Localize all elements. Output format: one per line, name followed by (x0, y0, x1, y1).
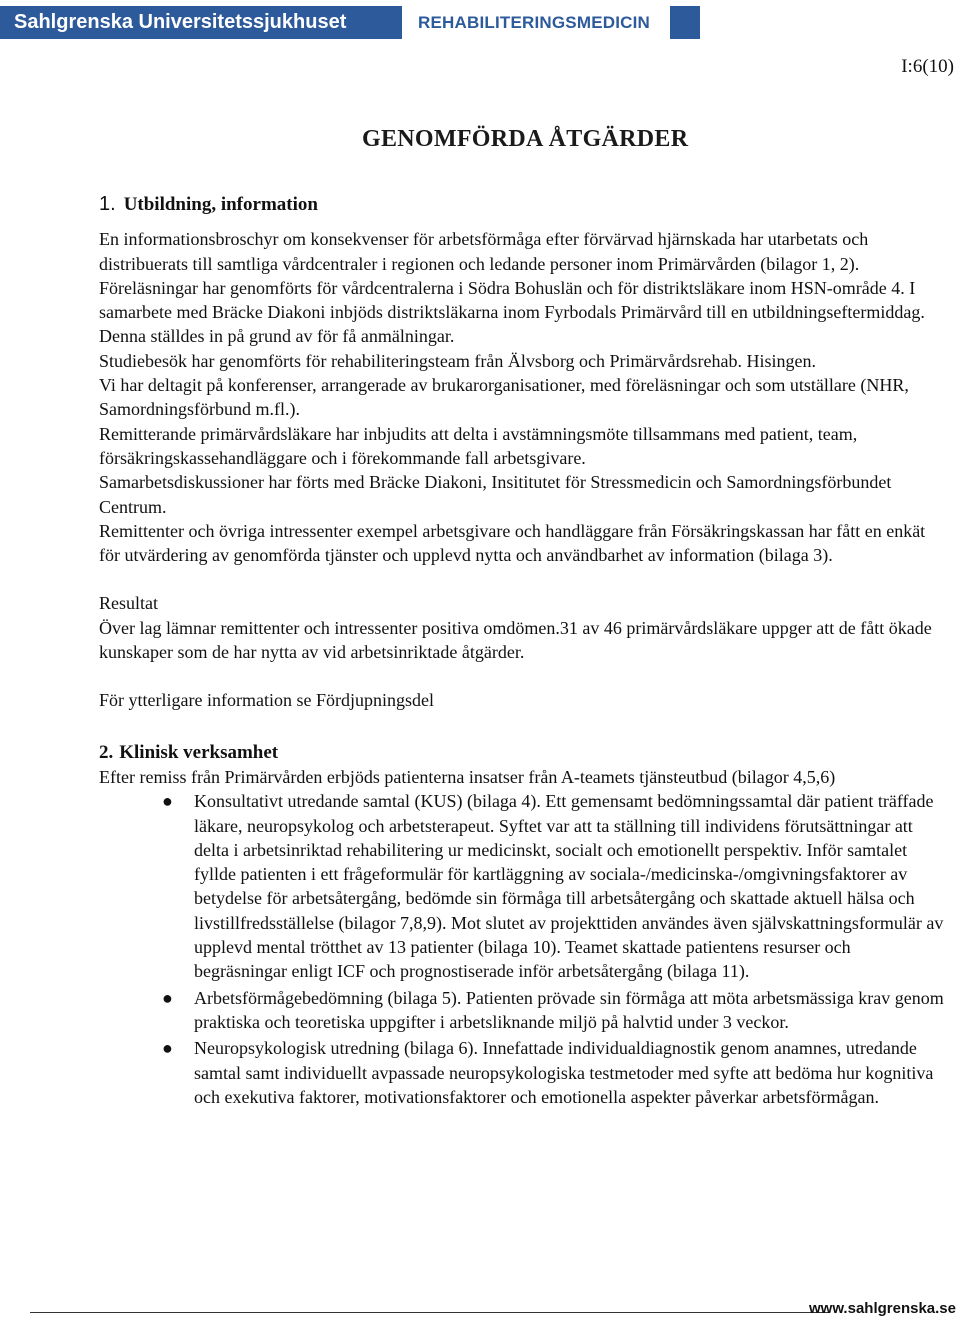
more-info: För ytterligare information se Fördjupningsdel (99, 690, 434, 711)
footer-url[interactable]: www.sahlgrenska.se (808, 1300, 956, 1317)
section2-heading (99, 741, 944, 765)
header-banner (0, 6, 700, 39)
footer-rule (30, 1312, 830, 1313)
section2-intro: Efter remiss från Primärvården erbjöds patienterna insatser från A-teamets tjänsteutbud (bilagor 4,5,6) (99, 766, 836, 787)
section1-number: 1. (99, 193, 116, 215)
section2-number: 2. (99, 741, 114, 763)
list-item (99, 789, 944, 983)
result-heading: Resultat (99, 593, 158, 614)
list-item-text: Neuropsykologisk utredning (bilaga 6). Innefattade individualdiagnostik genom anamnes, utredande samtal samt individuellt avpassade neuropsykologiska testmetoder med syfte att bedöma hur kognitiva och exekutiva faktorer, motivationsfaktorer och emotionella aspekter påverkar arbetsförmågan. (194, 1038, 934, 1107)
list-item (99, 1036, 944, 1109)
paragraph: Föreläsningar har genomförts för vårdcentralerna i Södra Bohuslän och för distriktsläkare inom HSN-område 4. I samarbete med Bräcke Diakoni inbjöds distriktsläkarna inom Fyrbodals Primärvård till en utbildningseftermiddag. Denna ställdes in på grund av för få anmälningar. (99, 277, 925, 347)
list-item (99, 986, 944, 1035)
section1-heading (99, 192, 944, 217)
paragraph: Samarbetsdiskussioner har förts med Bräcke Diakoni, Insititutet för Stressmedicin och Samordningsförbundet Centrum. (99, 472, 892, 517)
list-item-text: Arbetsförmågebedömning (bilaga 5). Patienten prövade sin förmåga att möta arbetsmässiga krav genom praktiska och teoretiska uppgifter i arbetsliknande miljö på halvtid under 3 veckor. (194, 987, 944, 1032)
service-list (99, 789, 944, 1109)
bullet-icon: ● (162, 791, 173, 812)
paragraph: Vi har deltagit på konferenser, arrangerade av brukarorganisationer, med föreläsningar och som utställare (NHR, Samordningsförbund m.fl.). (99, 375, 909, 420)
page-title: GENOMFÖRDA ÅTGÄRDER (362, 126, 689, 152)
paragraph: Studiebesök har genomförts för rehabiliteringsteam från Älvsborg och Primärvårdsrehab. Hisingen. (99, 350, 816, 371)
department-name: REHABILITERINGSMEDICIN (406, 6, 664, 39)
bullet-icon: ● (162, 1038, 173, 1059)
org-name: Sahlgrenska Universitetssjukhuset (0, 6, 402, 39)
header-square (670, 6, 700, 39)
section1-label: Utbildning, information (123, 194, 318, 215)
page-number: I:6(10) (901, 56, 954, 77)
bullet-icon: ● (162, 987, 173, 1008)
paragraph: Remitterande primärvårdsläkare har inbjudits att delta i avstämningsmöte tillsammans med patient, team, försäkringskassehandläggare och i förekommande fall arbetsgivare. (99, 423, 858, 468)
paragraph: En informationsbroschyr om konsekvenser för arbetsförmåga efter förvärvad hjärnskada har utarbetats och distribuerats till samtliga vårdcentraler i regionen och ledande personer inom Primärvården (bilagor 1, 2). (99, 229, 869, 274)
paragraph: Remittenter och övriga intressenter exempel arbetsgivare och handläggare från Försäkringskassan har fått en enkät för utvärdering av genomförda tjänster och upplevd nytta och användbarhet av information (bilaga 3). (99, 520, 926, 566)
section2-label: Klinisk verksamhet (119, 741, 279, 763)
list-item-text: Konsultativt utredande samtal (KUS) (bilaga 4). Ett gemensamt bedömningssamtal där patient träffade läkare, neuropsykolog och arbetsterapeut. Syftet var att ta ställning till individens förutsättningar att delta i arbetsinriktad rehabilitering ur medicinskt, socialt och emotionellt perspektiv. Inför samtalet fyllde patienten i ett frågeformulär för kartläggning av sociala-/medicinska-/omgivningsfaktorer av betydelse för arbetsåtergång, bedömde sin förmåga till arbetsåtergång och skattade aktuell hälsa och livstillfredsställelse (bilagor 7,8,9). Mot slutet av projekttiden användes även självskattningsformulär av upplevd mental trötthet av 13 patienter (bilaga 10). Teamet skattade patientens resurser och begräsningar enligt ICF och prognostiserade inför arbetsåtergång (bilaga 11). (194, 791, 944, 982)
result-text: Över lag lämnar remittenter och intressenter positiva omdömen.31 av 46 primärvårdsläkare uppger att de fått ökade kunskaper som de har nytta av vid arbetsinriktade åtgärder. (99, 617, 932, 663)
document-body (99, 192, 944, 1111)
